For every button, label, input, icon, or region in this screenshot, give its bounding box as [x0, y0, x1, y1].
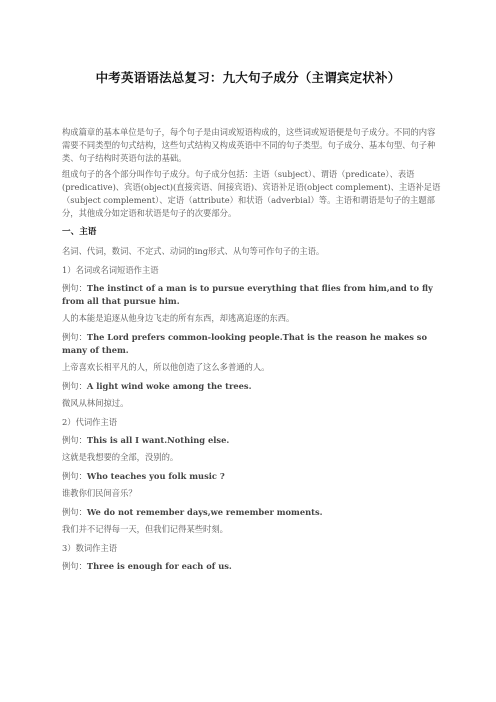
example-label: 例句： [62, 381, 87, 391]
example-label: 例句： [62, 561, 87, 571]
example-translation: 人的本能是追逐从他身边飞走的所有东西，却逃离追逐的东西。 [62, 313, 295, 323]
example-label: 例句： [62, 283, 87, 293]
subsection-noun-subject: 1）名词或名词短语作主语 [62, 265, 159, 275]
example-translation: 谁教你们民间音乐？ [62, 488, 137, 498]
example-translation: 微风从林间掠过。 [62, 398, 129, 408]
example-sentence [62, 331, 442, 357]
example-english: A light wind woke among the trees. [86, 381, 252, 391]
example-label: 例句： [62, 332, 87, 342]
example-english: The instinct of a man is to pursue everything that flies from him,and to fly from all that pursue him. [62, 283, 433, 306]
example-sentence [62, 380, 442, 393]
example-sentence [62, 282, 442, 308]
example-label: 例句： [62, 507, 87, 517]
example-sentence [62, 560, 442, 573]
intro-paragraph-2: 组成句子的各个部分叫作句子成分。句子成分包括：主语（subject）、谓语（predicate）、表语(predicative)、宾语(object)(直接宾语、间接宾语)、宾语补足语(object complement)、主语补足语（subject complement）、定语（attribute）和状语（adverbial）等。主语和谓语是句子的主题部分，其他成分如定语和状语是句子的次要部分。 [62, 169, 441, 218]
section-heading-subject: 一、主语 [62, 227, 97, 237]
example-label: 例句： [62, 471, 87, 481]
subsection-pronoun-subject: 2）代词作主语 [62, 417, 118, 427]
example-english: The Lord prefers common-looking people.That is the reason he makes so many of them. [62, 332, 428, 355]
example-translation: 上帝喜欢长相平凡的人，所以他创造了这么多普通的人。 [62, 362, 270, 372]
example-sentence [62, 434, 442, 447]
subsection-numeral-subject: 3）数词作主语 [62, 543, 118, 553]
page-title: 中考英语语法总复习：九大句子成分（主谓宾定状补） [95, 70, 401, 85]
example-english: Three is enough for each of us. [86, 561, 232, 571]
example-sentence [62, 470, 442, 483]
section-description: 名词、代词，数词、不定式、动词的ing形式、从句等可作句子的主语。 [62, 246, 325, 256]
example-translation: 我们并不记得每一天，但我们记得某些时刻。 [62, 524, 228, 534]
example-label: 例句： [62, 435, 87, 445]
example-english: We do not remember days,we remember moments. [86, 507, 323, 517]
document-body [62, 126, 442, 577]
intro-paragraph-1: 构成篇章的基本单位是句子，每个句子是由词或短语构成的，这些词或短语便是句子成分。不同的内容需要不同类型的句式结构，这些句式结构又构成英语中不同的句子类型。句子成分、基本句型、句子种类、句子结构时英语句法的基础。 [62, 127, 436, 163]
example-sentence [62, 506, 442, 519]
example-english: Who teaches you folk music ? [86, 471, 225, 481]
example-translation: 这就是我想要的全部，没别的。 [62, 452, 179, 462]
example-english: This is all I want.Nothing else. [86, 435, 230, 445]
